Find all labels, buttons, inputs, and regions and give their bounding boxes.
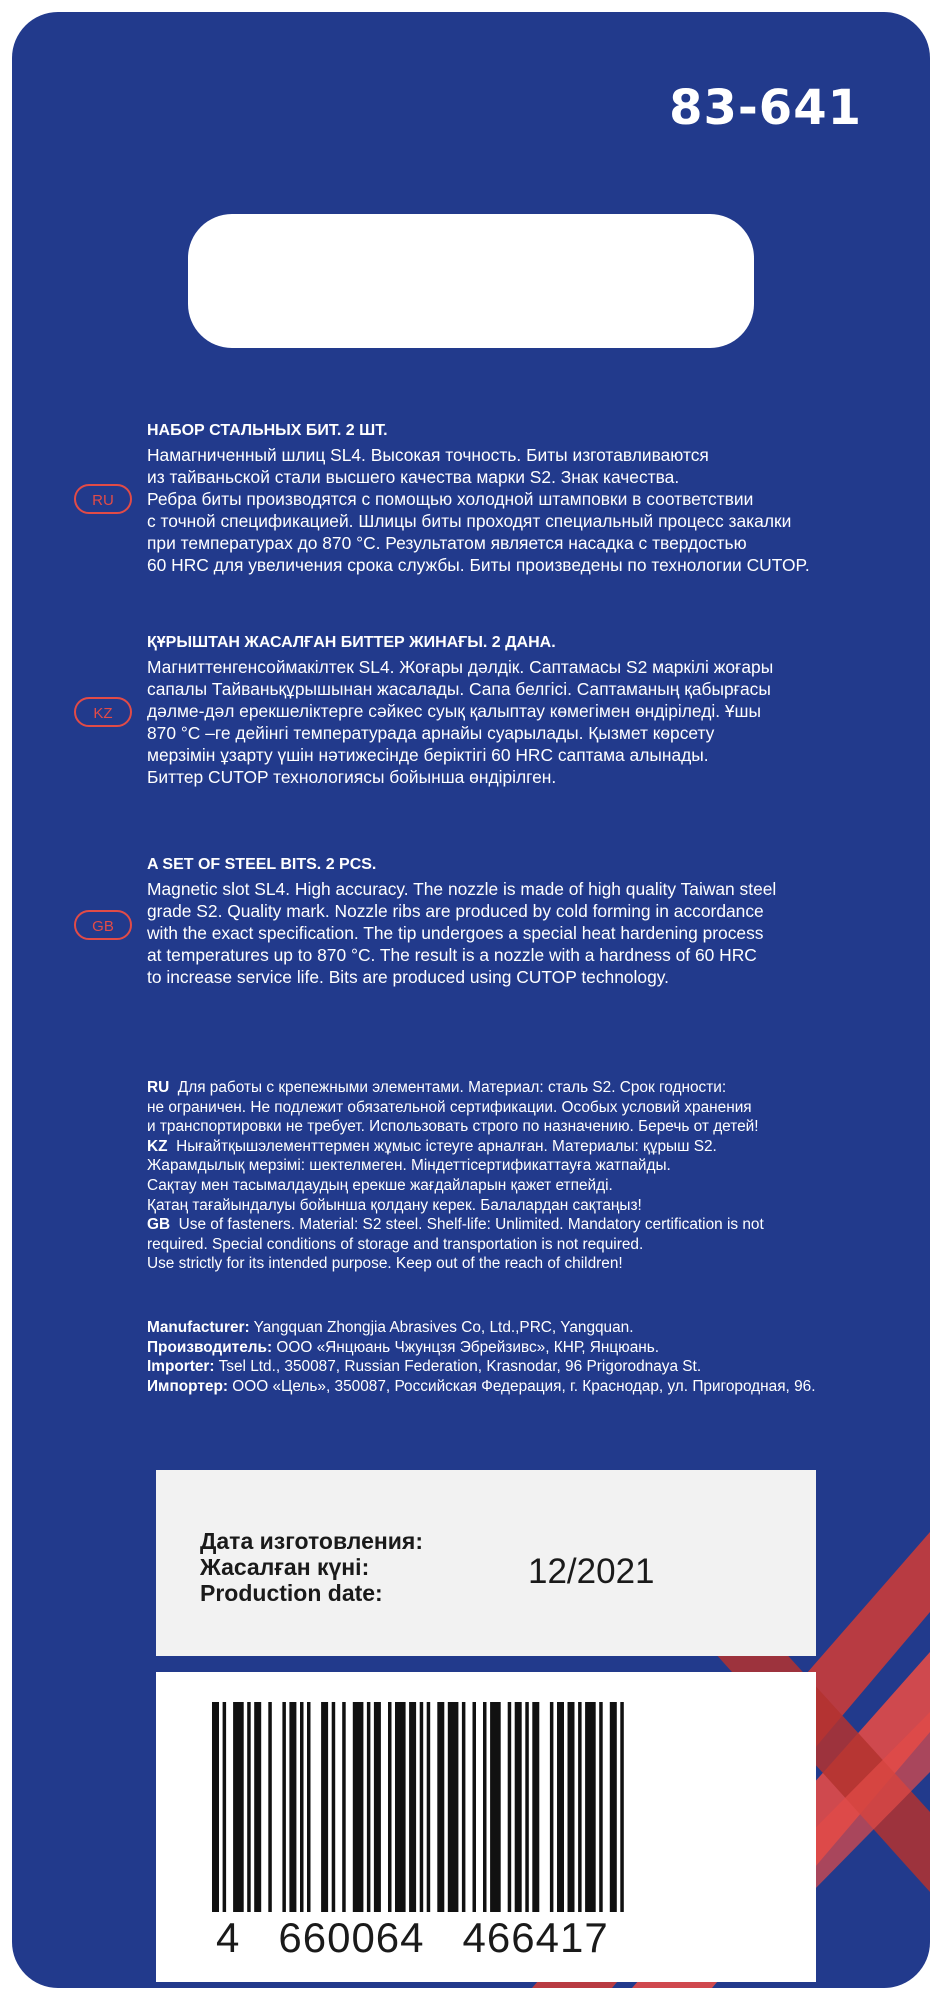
usage-lang-code: RU [147, 1079, 170, 1096]
usage-line [147, 1156, 907, 1176]
barcode-bar [282, 1702, 286, 1912]
maker-text: Yangquan Zhongjia Abrasives Co, Ltd.,PRC, Yangquan. [253, 1319, 634, 1336]
barcode-bar [437, 1702, 444, 1912]
description-line: при температурах до 870 °С. Результатом является насадка с твердостью [147, 533, 747, 553]
usage-line [147, 1098, 907, 1118]
maker-line [147, 1318, 907, 1338]
barcode-bar [395, 1702, 406, 1912]
lang-badge-gb: GB [74, 910, 132, 940]
barcode-bar [223, 1702, 227, 1912]
barcode-bar [300, 1702, 304, 1912]
barcode-bar [599, 1702, 603, 1912]
description-line: Намагниченный шлиц SL4. Высокая точность. Биты изготавливаются [147, 445, 709, 465]
description-title: A SET OF STEEL BITS. 2 PCS. [147, 856, 377, 873]
barcode-bar [568, 1702, 575, 1912]
maker-text: Tsel Ltd., 350087, Russian Federation, Krasnodar, 96 Prigorodnaya St. [218, 1358, 702, 1376]
usage-text: не ограничен. Не подлежит обязательной сертификации. Особых условий хранения [147, 1098, 752, 1116]
maker-label: Импортер: [147, 1377, 228, 1395]
barcode-digits: 4 660064 466417 [216, 1914, 609, 1961]
usage-text: Нығайтқышэлементтермен жұмыс істеуге арналған. Материалы: құрыш S2. [176, 1137, 717, 1155]
barcode-bar [550, 1702, 554, 1912]
description-line: at temperatures up to 870 °C. The result is a nozzle with a hardness of 60 HRC [147, 945, 757, 965]
usage-text: и транспортировки не требует. Использовать строго по назначению. Беречь от детей! [147, 1118, 759, 1136]
usage-lang-code: KZ [147, 1137, 168, 1155]
barcode-box [156, 1672, 816, 1982]
usage-line [147, 1078, 907, 1098]
usage-line [147, 1235, 907, 1255]
description-kz [147, 632, 907, 788]
barcode-bar [610, 1702, 617, 1912]
description-line: grade S2. Quality mark. Nozzle ribs are produced by cold forming in accordance [147, 901, 764, 921]
maker-label: Manufacturer: [147, 1319, 250, 1336]
barcode-bar [367, 1702, 371, 1912]
usage-line [147, 1215, 907, 1235]
barcode-bar [557, 1702, 564, 1912]
barcode-bar [307, 1702, 311, 1912]
lang-badge-kz: KZ [74, 697, 132, 727]
barcode-bar [462, 1702, 466, 1912]
barcode-bar [268, 1702, 272, 1912]
description-title: ҚҰРЫШТАН ЖАСАЛҒАН БИТТЕР ЖИНАҒЫ. 2 ДАНА. [147, 634, 556, 651]
usage-text: required. Special conditions of storage and transportation is not required. [147, 1235, 644, 1253]
usage-text: Для работы с крепежными элементами. Материал: сталь S2. Срок годности: [177, 1079, 727, 1096]
usage-text: Use strictly for its intended purpose. Keep out of the reach of children! [147, 1255, 623, 1273]
description-line: 60 HRC для увеличения срока службы. Биты произведены по технологии CUTOP. [147, 555, 810, 575]
usage-line [147, 1176, 907, 1196]
usage-lang-code: GB [147, 1216, 171, 1234]
maker-text: ООО «Янцюань Чжунцзя Эбрейзивс», КНР, Янцюань. [276, 1338, 660, 1356]
barcode-bar [585, 1702, 596, 1912]
description-line: с точной спецификацией. Шлицы биты проходят специальный процесс закалки [147, 511, 792, 531]
date-label-ru: Дата изготовления: [200, 1528, 424, 1554]
maker-text: ООО «Цель», 350087, Российская Федерация, г. Краснодар, ул. Пригородная, 96. [232, 1377, 816, 1395]
barcode-bar [532, 1702, 539, 1912]
usage-line [147, 1117, 907, 1137]
maker-line [147, 1377, 907, 1397]
date-label-en: Production date: [200, 1580, 383, 1606]
usage-text: Қатаң тағайындалуы бойынша қолдану керек. Балалардан сақтаңыз! [147, 1196, 642, 1214]
packaging-card [12, 12, 930, 1988]
production-date-box [156, 1470, 816, 1656]
usage-text: Жарамдылық мерзімі: шектелмеген. Міндеттісертификаттауға жатпайды. [147, 1157, 671, 1175]
barcode-bar [409, 1702, 416, 1912]
hang-hole [188, 214, 754, 348]
description-line: дәлме-дәл ерекшеліктерге сәйкес суық қалыптау көмегімен өндіріледі. Ұшы [147, 701, 762, 721]
maker-label: Importer: [147, 1358, 215, 1376]
description-line: Биттер CUTOP технологиясы бойынша өндірілген. [147, 767, 557, 787]
maker-line [147, 1357, 907, 1377]
barcode-bar [427, 1702, 431, 1912]
barcode-bar [490, 1702, 501, 1912]
description-line: to increase service life. Bits are produced using CUTOP technology. [147, 967, 669, 987]
maker-label: Производитель: [147, 1338, 273, 1356]
usage-text: Сақтау мен тасымалдаудың ерекше жағдайларын қажет етпейді. [147, 1176, 613, 1194]
barcode-bar [448, 1702, 459, 1912]
barcode-bar [353, 1702, 364, 1912]
description-line: Магниттенгенсоймакілтек SL4. Жоғары дәлдік. Саптамасы S2 маркілі жоғары [147, 657, 774, 677]
barcode-bar [289, 1702, 296, 1912]
description-line: мерзімін ұзарту үшін нәтижесінде беріктігі 60 HRC саптама алынады. [147, 745, 709, 765]
description-ru [147, 420, 907, 576]
barcode-bar [515, 1702, 522, 1912]
barcode-bar [620, 1702, 624, 1912]
usage-line [147, 1196, 907, 1216]
maker-line [147, 1338, 907, 1358]
barcode-icon [212, 1702, 772, 1912]
barcode-bar [332, 1702, 336, 1912]
usage-notes [147, 1078, 907, 1274]
date-label-kz: Жасалған күні: [200, 1554, 370, 1580]
barcode-bar [342, 1702, 346, 1912]
usage-text: Use of fasteners. Material: S2 steel. Shelf-life: Unlimited. Mandatory certification is not [178, 1216, 764, 1234]
production-date-value: 12/2021 [528, 1552, 655, 1591]
barcode-bar [233, 1702, 244, 1912]
description-title: НАБОР СТАЛЬНЫХ БИТ. 2 ШТ. [147, 422, 388, 439]
usage-line [147, 1254, 907, 1274]
barcode-bar [254, 1702, 261, 1912]
description-line: 870 °С –ге дейінгі температурада арнайы суарылады. Қызмет көрсету [147, 723, 715, 743]
barcode-bar [525, 1702, 529, 1912]
usage-line [147, 1137, 907, 1157]
barcode-bar [508, 1702, 512, 1912]
description-gb [147, 854, 907, 988]
description-line: сапалы Тайваньқұрышынан жасалады. Сапа белгісі. Саптаманың қабырғасы [147, 679, 771, 699]
description-line: Ребра биты производятся с помощью холодной штамповки в соответствии [147, 489, 754, 509]
barcode-bar [212, 1702, 219, 1912]
description-line: with the exact specification. The tip undergoes a special heat hardening process [147, 923, 764, 943]
manufacturer-info [147, 1318, 907, 1396]
barcode-bar [420, 1702, 424, 1912]
article-number: 83-641 [669, 80, 862, 136]
barcode-bar [247, 1702, 251, 1912]
barcode-bar [388, 1702, 392, 1912]
barcode-bar [473, 1702, 477, 1912]
description-line: из тайваньской стали высшего качества марки S2. Знак качества. [147, 467, 680, 487]
barcode-bar [578, 1702, 582, 1912]
barcode-bar [483, 1702, 487, 1912]
lang-badge-ru: RU [74, 484, 132, 514]
barcode-bar [321, 1702, 328, 1912]
barcode-bar [374, 1702, 381, 1912]
production-date-labels [200, 1528, 423, 1606]
description-line: Magnetic slot SL4. High accuracy. The nozzle is made of high quality Taiwan steel [147, 879, 777, 899]
